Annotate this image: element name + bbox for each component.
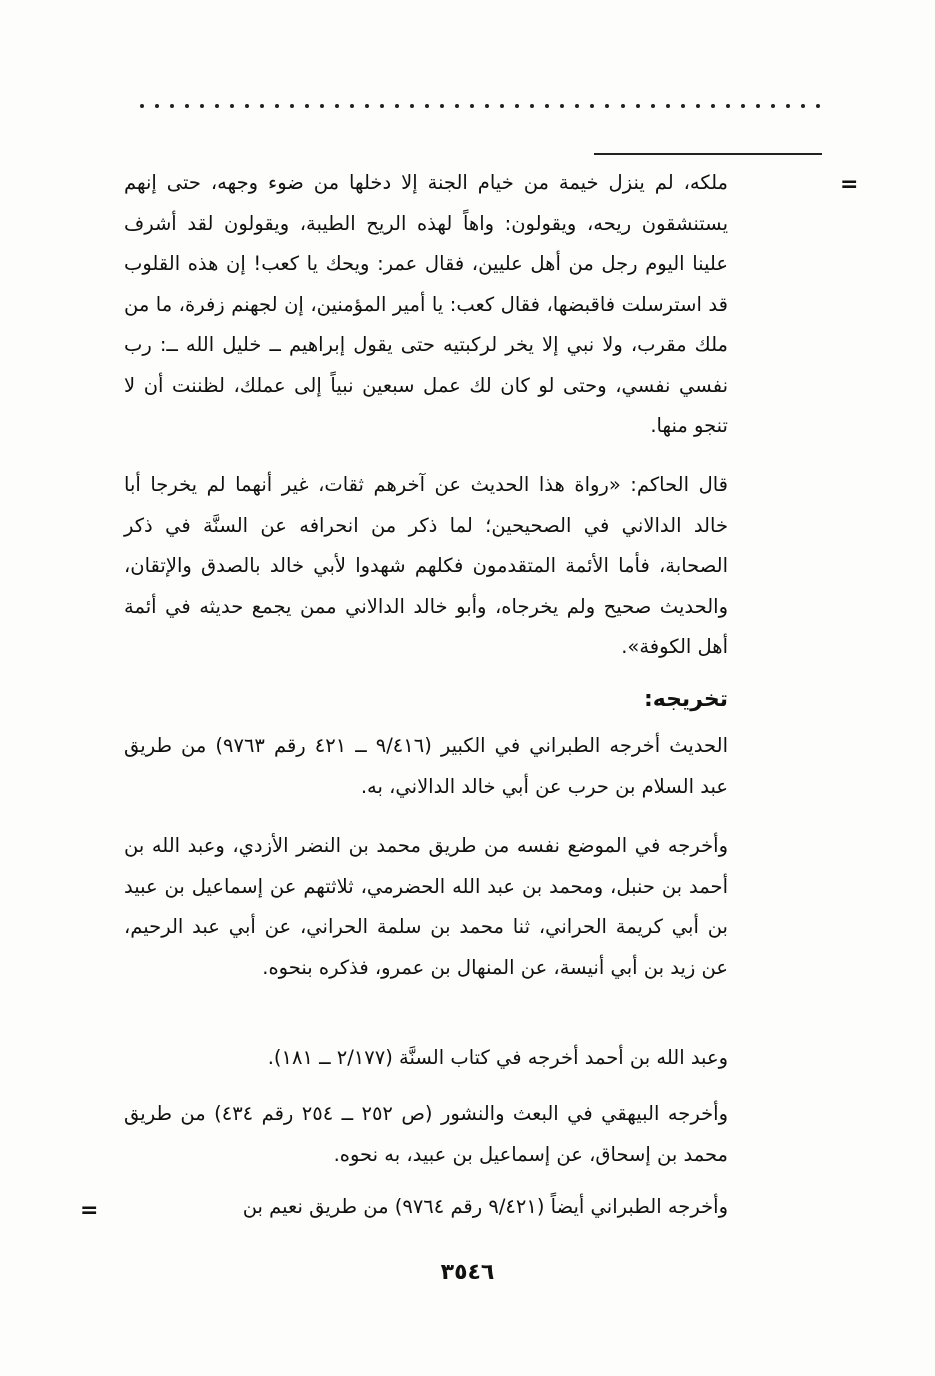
- separator-dot: [350, 104, 354, 108]
- separator-dot: [485, 104, 489, 108]
- continuation-mark-bottom: =: [80, 1198, 99, 1223]
- separator-dot: [455, 104, 459, 108]
- separator-dot: [636, 104, 640, 108]
- separator-dot: [771, 104, 775, 108]
- separator-dot: [140, 104, 144, 108]
- separator-dot: [470, 104, 474, 108]
- separator-dot: [410, 104, 414, 108]
- separator-dot: [290, 104, 294, 108]
- separator-dot: [651, 104, 655, 108]
- separator-dot: [530, 104, 534, 108]
- paragraph-3: الحديث أخرجه الطبراني في الكبير (٩/٤١٦ ــ ٤٢١ رقم ٩٧٦٣) من طريق عبد السلام بن حرب عن أبي خالد الدالاني، به.: [124, 734, 728, 798]
- separator-dot: [681, 104, 685, 108]
- separator-dot: [260, 104, 264, 108]
- dotted-separator: [140, 104, 820, 108]
- separator-dot: [320, 104, 324, 108]
- separator-dot: [245, 104, 249, 108]
- page-number: ٣٥٤٦: [440, 1260, 495, 1285]
- paragraph-6: وأخرجه البيهقي في البعث والنشور (ص ٢٥٢ ــ ٢٥٤ رقم ٤٣٤) من طريق محمد بن إسحاق، عن إسماعيل بن عبيد، به نحوه.: [124, 1102, 728, 1166]
- footnote-rule: [594, 153, 822, 155]
- separator-dot: [590, 104, 594, 108]
- separator-dot: [200, 104, 204, 108]
- separator-dot: [185, 104, 189, 108]
- separator-dot: [786, 104, 790, 108]
- paragraph-5: وعبد الله بن أحمد أخرجه في كتاب السنَّة (٢/١٧٧ ــ ١٨١).: [267, 1046, 728, 1069]
- separator-dot: [380, 104, 384, 108]
- paragraph-1: ملكه، لم ينزل خيمة من خيام الجنة إلا دخلها من ضوء وجهه، حتى إنهم يستنشقون ريحه، ويقولون: واهاً لهذه الريح الطيبة، ويقولون لقد أشرف علينا اليوم رجل من أهل عليين، فقال عمر: ويحك يا كعب! إن هذه القلوب قد استرسلت فاقبضها، فقال كعب: يا أمير المؤمنين، إن لجهنم زفرة، ما من ملك مقرب، ولا نبي إلا يخر لركبتيه حتى يقول إبراهيم ــ خليل الله ــ: رب نفسي نفسي، وحتى لو كان لك عمل سبعين نبياً إلى عملك، لظننت أن لا تنجو منها.: [124, 171, 728, 437]
- separator-dot: [440, 104, 444, 108]
- separator-dot: [365, 104, 369, 108]
- separator-dot: [621, 104, 625, 108]
- separator-dot: [605, 104, 609, 108]
- separator-dot: [741, 104, 745, 108]
- separator-dot: [696, 104, 700, 108]
- paragraph-7: وأخرجه الطبراني أيضاً (٩/٤٢١ رقم ٩٧٦٤) من طريق نعيم بن: [242, 1195, 728, 1218]
- separator-dot: [305, 104, 309, 108]
- separator-dot: [726, 104, 730, 108]
- separator-dot: [275, 104, 279, 108]
- separator-dot: [230, 104, 234, 108]
- separator-dot: [666, 104, 670, 108]
- continuation-mark-top: =: [840, 172, 859, 197]
- separator-dot: [560, 104, 564, 108]
- separator-dot: [575, 104, 579, 108]
- separator-dot: [425, 104, 429, 108]
- separator-dot: [395, 104, 399, 108]
- separator-dot: [500, 104, 504, 108]
- separator-dot: [515, 104, 519, 108]
- separator-dot: [215, 104, 219, 108]
- separator-dot: [545, 104, 549, 108]
- section-heading: تخريجه:: [643, 687, 728, 712]
- paragraph-4: وأخرجه في الموضع نفسه من طريق محمد بن النضر الأزدي، وعبد الله بن أحمد بن حنبل، ومحمد بن عبد الله الحضرمي، ثلاثتهم عن إسماعيل بن عبيد بن أبي كريمة الحراني، ثنا محمد بن سلمة الحراني، عن أبي عبد الرحيم، عن زيد بن أبي أنيسة، عن المنهال بن عمرو، فذكره بنحوه.: [124, 834, 728, 979]
- separator-dot: [816, 104, 820, 108]
- separator-dot: [335, 104, 339, 108]
- separator-dot: [170, 104, 174, 108]
- separator-dot: [711, 104, 715, 108]
- separator-dot: [801, 104, 805, 108]
- separator-dot: [756, 104, 760, 108]
- separator-dot: [155, 104, 159, 108]
- paragraph-2: قال الحاكم: «رواة هذا الحديث عن آخرهم ثقات، غير أنهما لم يخرجا أبا خالد الدالاني في الصحيحين؛ لما ذكر من انحرافه عن السنَّة في ذكر الصحابة، فأما الأئمة المتقدمون فكلهم شهدوا لأبي خالد بالصدق والإتقان، والحديث صحيح ولم يخرجاه، وأبو خالد الدالاني ممن يجمع حديثه في أئمة أهل الكوفة».: [124, 473, 728, 658]
